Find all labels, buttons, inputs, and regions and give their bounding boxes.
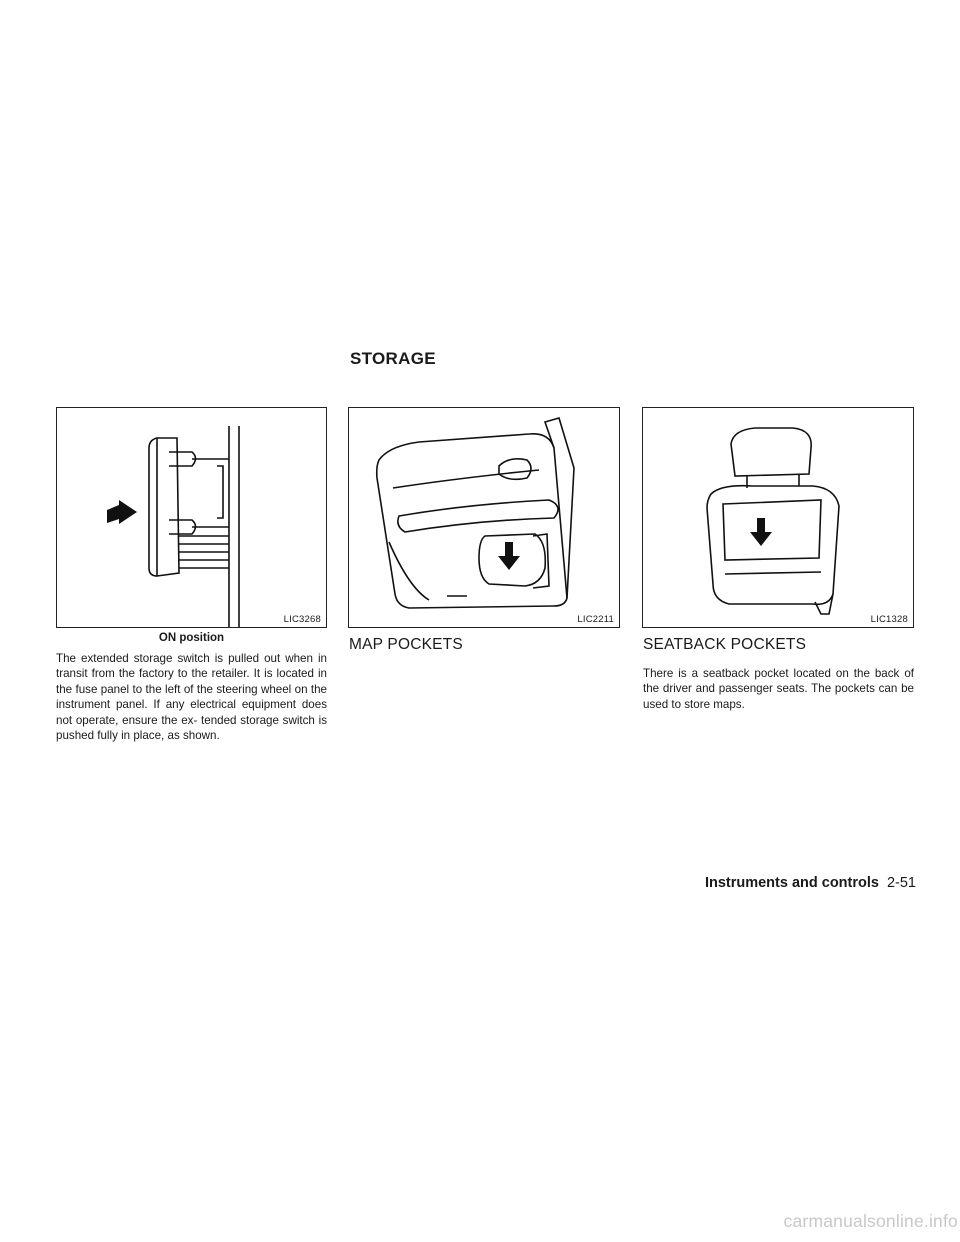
page-footer <box>705 875 916 891</box>
seatback-pockets-paragraph: There is a seatback pocket located on the back of the driver and passenger seats. The pockets can be used to store maps. <box>643 667 914 711</box>
figure-code: LIC1328 <box>870 614 908 625</box>
footer-section-name: Instruments and controls <box>704 875 879 891</box>
seatback-illustration <box>643 408 914 628</box>
door-panel-illustration <box>349 408 620 628</box>
figure-code: LIC2211 <box>577 614 614 625</box>
seatback-pockets-heading: SEATBACK POCKETS <box>643 636 807 653</box>
map-pockets-heading: MAP POCKETS <box>349 636 463 653</box>
figure-map-pocket <box>348 407 620 628</box>
arrow-down-icon <box>498 542 520 570</box>
figure-storage-switch <box>56 407 327 628</box>
storage-switch-illustration <box>57 408 327 628</box>
page-number: 2-51 <box>886 875 916 891</box>
arrow-icon <box>107 500 137 524</box>
watermark: carmanualsonline.info <box>783 1211 958 1231</box>
figure-caption: ON position <box>158 632 225 644</box>
extended-storage-switch-paragraph: The extended storage switch is pulled out when in transit from the factory to the retailer. It is located in the fuse panel to the left of the steering wheel on the instrument panel. If any electrical equipment does not operate, ensure the ex- tended storage switch is pushed fully in place, as shown. <box>56 652 327 743</box>
figure-seatback-pocket <box>642 407 914 628</box>
figure-code: LIC3268 <box>283 614 321 625</box>
arrow-down-icon <box>750 518 772 546</box>
section-title: STORAGE <box>350 349 436 368</box>
